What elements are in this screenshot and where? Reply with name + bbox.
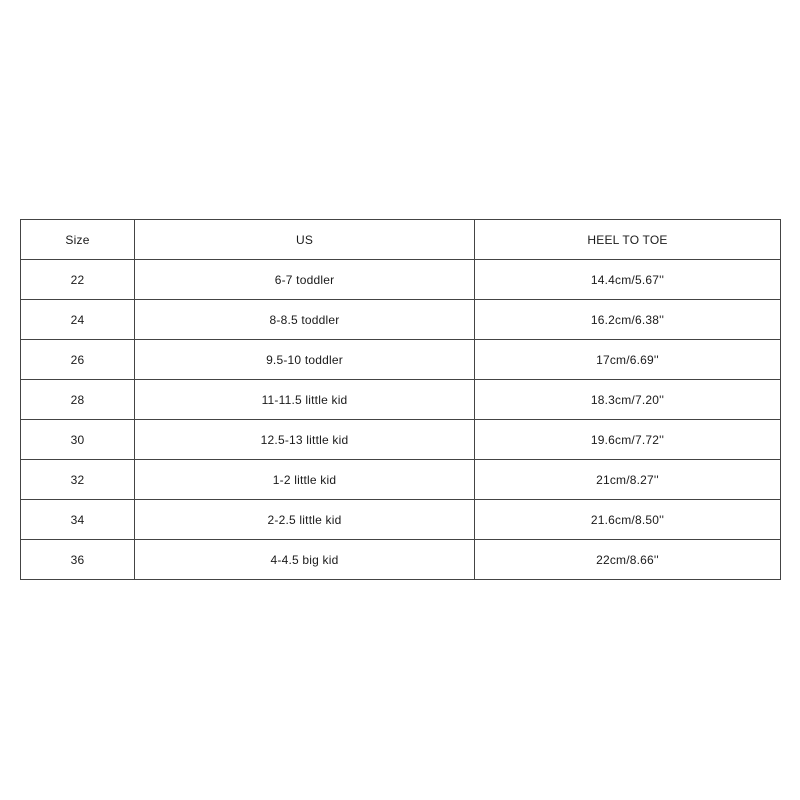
cell-heel-to-toe: 19.6cm/7.72'' — [475, 420, 781, 460]
cell-heel-to-toe: 18.3cm/7.20'' — [475, 380, 781, 420]
cell-size: 34 — [21, 500, 135, 540]
cell-us: 4-4.5 big kid — [135, 540, 475, 580]
header-us: US — [135, 220, 475, 260]
cell-size: 30 — [21, 420, 135, 460]
header-size: Size — [21, 220, 135, 260]
cell-size: 26 — [21, 340, 135, 380]
cell-heel-to-toe: 21.6cm/8.50'' — [475, 500, 781, 540]
size-chart-table — [20, 219, 781, 580]
cell-us: 9.5-10 toddler — [135, 340, 475, 380]
cell-size: 36 — [21, 540, 135, 580]
table-row — [21, 300, 781, 340]
cell-size: 24 — [21, 300, 135, 340]
cell-us: 6-7 toddler — [135, 260, 475, 300]
cell-size: 22 — [21, 260, 135, 300]
cell-heel-to-toe: 22cm/8.66'' — [475, 540, 781, 580]
cell-us: 1-2 little kid — [135, 460, 475, 500]
cell-us: 11-11.5 little kid — [135, 380, 475, 420]
table-body — [21, 260, 781, 580]
table-row — [21, 260, 781, 300]
cell-size: 28 — [21, 380, 135, 420]
table-row — [21, 540, 781, 580]
cell-heel-to-toe: 16.2cm/6.38'' — [475, 300, 781, 340]
table-row — [21, 380, 781, 420]
cell-heel-to-toe: 17cm/6.69'' — [475, 340, 781, 380]
table-header — [21, 220, 781, 260]
cell-us: 8-8.5 toddler — [135, 300, 475, 340]
cell-heel-to-toe: 14.4cm/5.67'' — [475, 260, 781, 300]
cell-us: 12.5-13 little kid — [135, 420, 475, 460]
table-row — [21, 420, 781, 460]
cell-us: 2-2.5 little kid — [135, 500, 475, 540]
header-row — [21, 220, 781, 260]
table-row — [21, 340, 781, 380]
table-row — [21, 500, 781, 540]
cell-size: 32 — [21, 460, 135, 500]
header-heel-to-toe: HEEL TO TOE — [475, 220, 781, 260]
cell-heel-to-toe: 21cm/8.27'' — [475, 460, 781, 500]
table-row — [21, 460, 781, 500]
